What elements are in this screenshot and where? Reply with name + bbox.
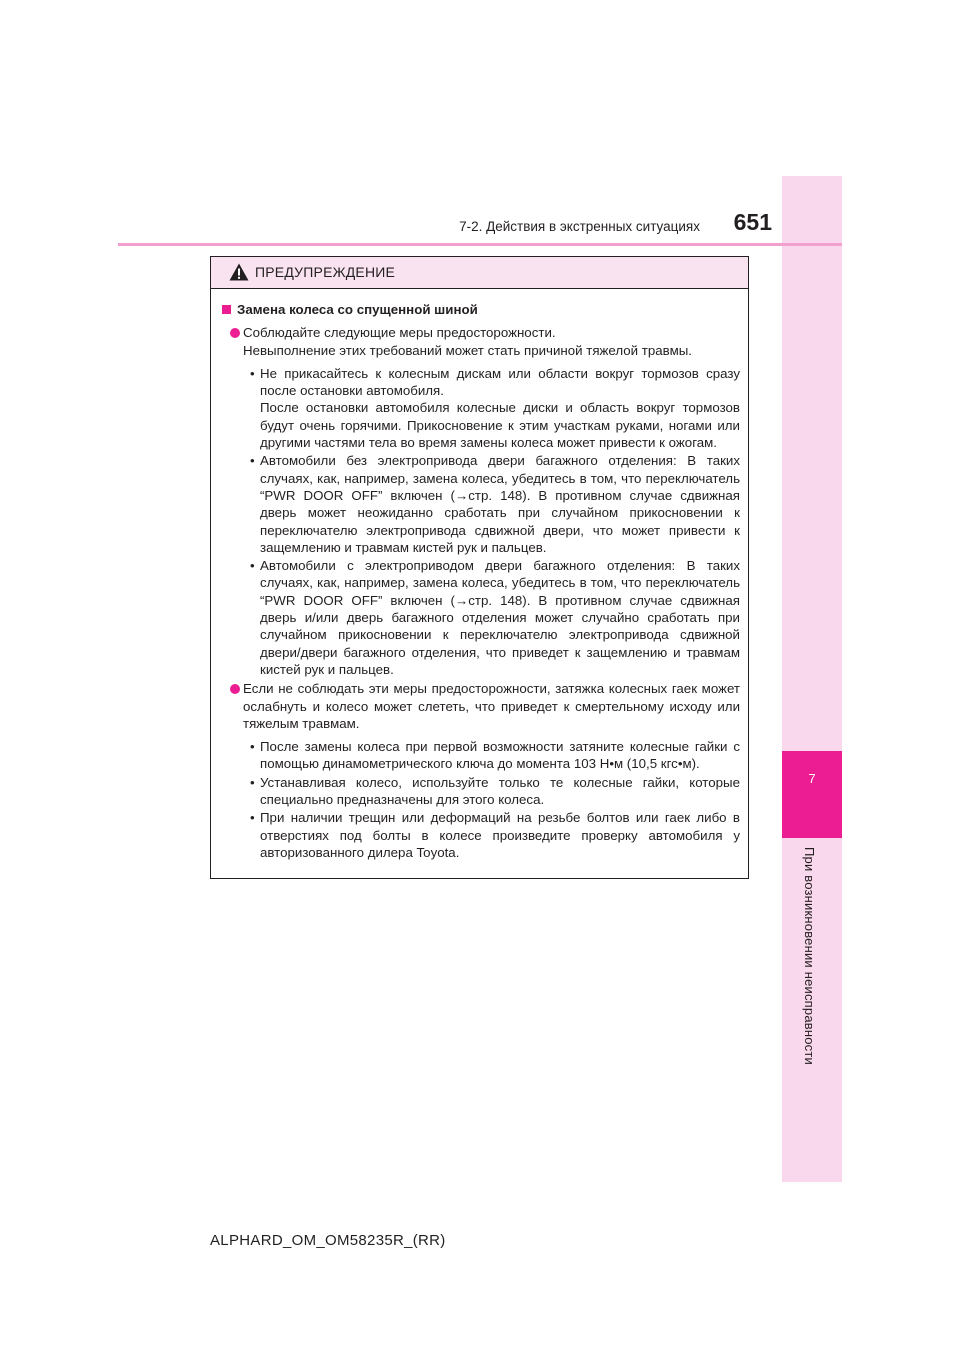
list-item: • После замены колеса при первой возможности затяните колесные гайки с помощью динамометрического ключа до момента 103 Н•м (10,5 кгс•м). (250, 739, 740, 772)
list-item: • При наличии трещин или деформаций на резьбе болтов или гаек либо в отверстиях под болты в колесе произведите проверку автомобиля у авторизованного дилера Toyota. (250, 810, 740, 860)
list-item: • Автомобили с электроприводом двери багажного отделения: В таких случаях, как, например, замена колеса, убедитесь в том, что переключатель “PWR DOOR OFF” включен (→стр. 148). В противном случае сдвижная дверь и/или дверь багажного отделения может случайно сработать при случайном прикосновении к переключателю электропривода сдвижной двери/двери багажного отделения, что приведет к защемлению и травмам кистей рук и пальцев. (250, 558, 740, 677)
circle-bullet-icon (230, 684, 240, 694)
list-item-text: При наличии трещин или деформаций на резьбе болтов или гаек либо в отверстиях под болты в колесе произведите проверку автомобиля у авторизованного дилера Toyota. (260, 810, 740, 860)
sub-list (221, 738, 740, 861)
document-code: ALPHARD_OM_OM58235R_(RR) (210, 1232, 446, 1249)
sub-list (221, 365, 740, 678)
chapter-number: 7 (808, 771, 816, 786)
section-title: Замена колеса со спущенной шиной (221, 301, 740, 318)
section-heading: 7-2. Действия в экстренных ситуациях (459, 219, 700, 234)
chapter-label: При возникновении неисправности (802, 847, 817, 1065)
bullet-text: Соблюдайте следующие меры предосторожности. (243, 325, 556, 341)
warning-header (211, 257, 748, 289)
square-bullet-icon (222, 305, 231, 314)
list-item: • Не прикасайтесь к колесным дискам или области вокруг тормозов сразу после остановки автомобиля. После остановки автомобиля колесные диски и область вокруг тормозов будут очень горячими. Прикосновение к этим участкам руками, ногами или другими частями тела во время замены колеса может привести к ожогам. (250, 365, 740, 451)
warning-triangle-icon (229, 263, 249, 281)
list-item: • Автомобили без электропривода двери багажного отделения: В таких случаях, как, например, замена колеса, убедитесь в том, что переключатель “PWR DOOR OFF” включен (→стр. 148). В противном случае сдвижная дверь может неожиданно сработать при случайном прикосновении к переключателю электропривода сдвижной двери, что может привести к защемлению и травмам кистей рук и пальцев. (250, 453, 740, 555)
warning-title: ПРЕДУПРЕЖДЕНИЕ (255, 264, 396, 280)
page-number: 651 (733, 209, 772, 235)
list-item-text: Не прикасайтесь к колесным дискам или области вокруг тормозов сразу после остановки автомобиля. (260, 365, 740, 399)
chapter-number-tab[interactable] (782, 751, 842, 838)
list-item-text: После замены колеса при первой возможности затяните колесные гайки с помощью динамометрического ключа до момента 103 Н•м (10,5 кгс•м). (260, 739, 740, 772)
list-item-text: Автомобили с электроприводом двери багажного отделения: В таких случаях, как, например, замена колеса, убедитесь в том, что переключатель “PWR DOOR OFF” включен (→стр. 148). В противном случае сдвижная дверь и/или дверь багажного отделения может случайно сработать при случайном прикосновении к переключателю электропривода сдвижной двери/двери багажного отделения, что приведет к защемлению и травмам кистей рук и пальцев. (260, 558, 740, 677)
bullet-block (221, 680, 740, 732)
circle-bullet-icon (230, 328, 240, 338)
bullet-text: Если не соблюдать эти меры предосторожности, затяжка колесных гаек может ослабнуть и колесо может слететь, что приведет к смертельному исходу или тяжелым травмам. (243, 681, 740, 731)
list-item-text: Автомобили без электропривода двери багажного отделения: В таких случаях, как, например, замена колеса, убедитесь в том, что переключатель “PWR DOOR OFF” включен (→стр. 148). В противном случае сдвижная дверь может неожиданно сработать при случайном прикосновении к переключателю электропривода сдвижной двери, что может привести к защемлению и травмам кистей рук и пальцев. (260, 453, 740, 555)
header-divider (118, 243, 842, 246)
list-item-text: После остановки автомобиля колесные диски и область вокруг тормозов будут очень горячими. Прикосновение к этим участкам руками, ногами или другими частями тела во время замены колеса может привести к ожогам. (260, 400, 740, 451)
warning-body (211, 289, 748, 861)
bullet-text: Невыполнение этих требований может стать причиной тяжелой травмы. (243, 342, 692, 358)
warning-box (210, 256, 749, 879)
list-item: • Устанавливая колесо, используйте только те колесные гайки, которые специально предназначены для этого колеса. (250, 774, 740, 808)
bullet-block (221, 324, 740, 359)
list-item-text: Устанавливая колесо, используйте только те колесные гайки, которые специально предназначены для этого колеса. (260, 774, 740, 808)
